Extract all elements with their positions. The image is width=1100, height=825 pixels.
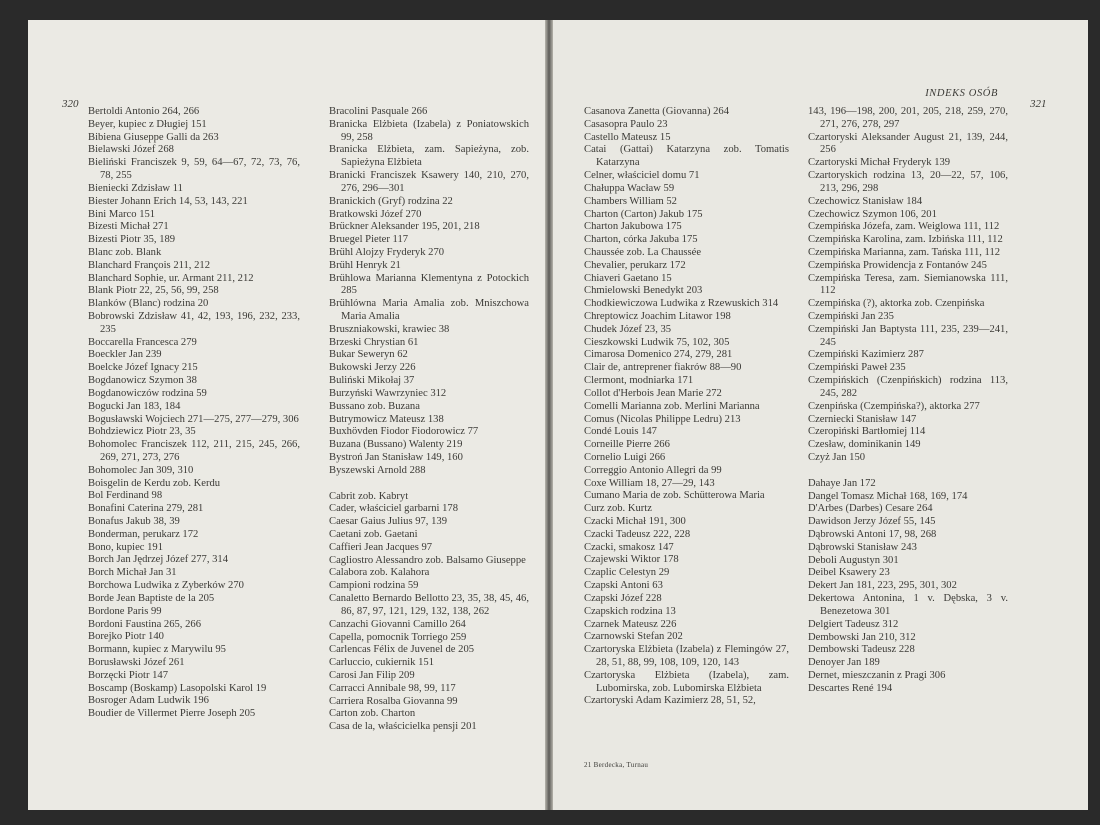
index-entry: Czempińska Marianna, zam. Tańska 111, 112 [808, 246, 1001, 258]
index-column-right-2 [808, 106, 1008, 696]
index-entry: Carracci Annibale 98, 99, 117 [329, 682, 456, 694]
index-entry: Czesław, dominikanin 149 [808, 439, 921, 451]
index-entry: Bukowski Jerzy 226 [329, 362, 416, 374]
index-entry: Denoyer Jan 189 [808, 657, 880, 669]
index-entry: Dahaye Jan 172 [808, 477, 876, 489]
index-entry: Chaussée zob. La Chaussée [584, 246, 702, 258]
index-entry: Carosi Jan Filip 209 [329, 669, 415, 681]
index-entry: Caffieri Jean Jacques 97 [329, 541, 433, 553]
index-entry: Czarnowski Stefan 202 [584, 631, 683, 643]
index-entry: Bukar Seweryn 62 [329, 349, 408, 361]
index-entry: Czeropiński Bartłomiej 114 [808, 426, 926, 438]
index-entry: Blanchard Sophie, ur. Armant 211, 212 [88, 272, 254, 284]
index-group-b [329, 106, 529, 478]
right-page [553, 20, 1088, 810]
index-entry: Bono, kupiec 191 [88, 541, 164, 553]
index-entry: Branicka Elżbieta (Izabela) z Poniatowskich 99, 258 [329, 118, 529, 143]
index-entry: Czyż Jan 150 [808, 451, 866, 463]
index-entry: Blanchard François 211, 212 [88, 259, 210, 271]
index-entry: Dernet, mieszczanin z Pragi 306 [808, 669, 946, 681]
index-entry: Coxe William 18, 27—29, 143 [584, 477, 715, 489]
index-entry: Czempińskich (Czenpińskich) rodzina 113, 245, 282 [808, 375, 1008, 399]
index-entry: Bogdanowicz Szymon 38 [88, 375, 197, 387]
index-entry: Bol Ferdinand 98 [88, 490, 163, 502]
index-entry: Borusławski Józef 261 [88, 656, 185, 668]
index-entry: Czempińska (?), aktorka zob. Czenpińska [808, 298, 985, 310]
index-entry: Branicka Elżbieta, zam. Sapieżyna, zob. Sapieżyna Elżbieta [329, 144, 529, 169]
index-entry: Carriera Rosalba Giovanna 99 [329, 695, 458, 707]
index-entry: Bonafus Jakub 38, 39 [88, 516, 180, 527]
index-entry: Carton zob. Charton [329, 708, 416, 720]
index-entry: Clair de, antreprener fiakrów 88—90 [584, 362, 742, 374]
index-entry: Carluccio, cukiernik 151 [329, 657, 435, 669]
index-entry: Branickich (Gryf) rodzina 22 [329, 195, 453, 207]
index-entry: Condé Louis 147 [584, 426, 657, 438]
index-entry: Chodkiewiczowa Ludwika z Rzewuskich 314 [584, 298, 779, 310]
index-entry: Byszewski Arnold 288 [329, 464, 426, 476]
index-entry: Canzachi Giovanni Camillo 264 [329, 618, 466, 630]
index-entry: D'Arbes (Darbes) Cesare 264 [808, 503, 933, 515]
index-group-c-continued [808, 106, 1008, 465]
index-column-left-1 [88, 106, 300, 721]
index-entry: Czartoryski Adam Kazimierz 28, 51, 52, [584, 695, 756, 707]
index-entry: Bieniecki Zdzisław 11 [88, 182, 183, 194]
index-entry: Bonafini Caterina 279, 281 [88, 503, 204, 515]
index-entry: Dangel Tomasz Michał 168, 169, 174 [808, 490, 968, 502]
index-entry: Chevalier, perukarz 172 [584, 259, 686, 271]
index-entry: Canaletto Bernardo Bellotto 23, 35, 38, 45, 46, 86, 87, 97, 121, 129, 132, 138, 262 [329, 593, 529, 617]
index-entry: Casasopra Paulo 23 [584, 118, 668, 130]
index-entry: Bertoldi Antonio 264, 266 [88, 106, 200, 117]
left-page [28, 20, 545, 810]
index-entry: Bruegel Pieter 117 [329, 234, 409, 246]
index-entry: Castello Mateusz 15 [584, 131, 671, 143]
index-entry: Czempiński Kazimierz 287 [808, 349, 924, 361]
signature-mark: 21 Berdecka, Turnau [584, 761, 649, 769]
index-entry: Borde Jean Baptiste de la 205 [88, 592, 215, 604]
index-entry: Buxhövden Fiodor Fiodorowicz 77 [329, 426, 479, 438]
index-entry: Czempińska Prowidencja z Fontanów 245 [808, 259, 987, 271]
index-entry: Capella, pomocnik Torriego 259 [329, 631, 467, 643]
index-entry: Bobrowski Zdzisław 41, 42, 193, 196, 232, 233, 235 [88, 311, 300, 335]
index-entry: Bystroń Jan Stanisław 149, 160 [329, 451, 463, 463]
index-entry: Biester Johann Erich 14, 53, 143, 221 [88, 195, 248, 207]
index-entry: Czechowicz Szymon 106, 201 [808, 208, 937, 220]
index-entry: Charton (Carton) Jakub 175 [584, 208, 703, 220]
index-entry: Bizesti Michał 271 [88, 221, 169, 233]
book-gutter [545, 20, 553, 810]
index-group-c [329, 491, 529, 734]
index-entry: Czartoryska Elżbieta (Izabela) z Flemingów 27, 28, 51, 88, 99, 108, 109, 120, 143 [584, 644, 789, 668]
index-entry: Correggio Antonio Allegri da 99 [584, 464, 722, 476]
index-entry: Czempiński Paweł 235 [808, 362, 906, 374]
index-entry: Beyer, kupiec z Długiej 151 [88, 118, 207, 130]
index-entry: Brühl Henryk 21 [329, 259, 401, 271]
index-entry: Casanova Zanetta (Giovanna) 264 [584, 106, 730, 117]
index-entry: Czarnek Mateusz 226 [584, 618, 677, 630]
index-entry: Collot d'Herbois Jean Marie 272 [584, 387, 722, 399]
index-entry: Borchowa Ludwika z Zyberków 270 [88, 580, 244, 592]
index-entry: Bogusławski Wojciech 271—275, 277—279, 306 [88, 413, 299, 425]
index-entry: Bracolini Pasquale 266 [329, 106, 428, 117]
index-entry: Deboli Augustyn 301 [808, 554, 899, 566]
page-number-right: 321 [1030, 98, 1047, 110]
index-entry: Czempińska Józefa, zam. Weiglowa 111, 112 [808, 221, 1000, 233]
index-entry: Cieszkowski Ludwik 75, 102, 305 [584, 336, 730, 348]
index-entry: Czapskich rodzina 13 [584, 605, 676, 617]
index-entry: Czempiński Jan 235 [808, 311, 894, 322]
index-entry: Bohomolec Franciszek 112, 211, 215, 245, 266, 269, 271, 273, 276 [88, 439, 300, 463]
index-entry: Chmielowski Benedykt 203 [584, 285, 703, 297]
index-entry: Bussano zob. Buzana [329, 400, 420, 412]
index-entry: Czerniecki Stanisław 147 [808, 413, 917, 425]
index-entry: Clermont, modniarka 171 [584, 375, 694, 387]
index-entry: Bogdanowiczów rodzina 59 [88, 387, 207, 399]
index-entry: Dąbrowski Antoni 17, 98, 268 [808, 529, 937, 540]
index-entry: Brühlówna Maria Amalia zob. Mniszchowa Maria Amalia [329, 298, 529, 322]
index-entry: Blank Piotr 22, 25, 56, 99, 258 [88, 285, 219, 297]
index-entry: Chudek Józef 23, 35 [584, 323, 672, 335]
index-entry: Boelcke Józef Ignacy 215 [88, 362, 198, 374]
index-entry: Bratkowski Józef 270 [329, 208, 422, 220]
index-entry: Czechowicz Stanisław 184 [808, 195, 923, 207]
index-entry: Cabrit zob. Kabryt [329, 490, 409, 502]
index-entry: Chiaveri Gaetano 15 [584, 272, 672, 284]
index-entry: Bordoni Faustina 265, 266 [88, 618, 201, 630]
group-separator [329, 478, 529, 491]
index-entry: Brühl Alojzy Fryderyk 270 [329, 246, 445, 258]
index-entry: Buliński Mikołaj 37 [329, 375, 415, 387]
index-entry: Brückner Aleksander 195, 201, 218 [329, 221, 480, 233]
index-entry: Descartes René 194 [808, 682, 893, 694]
index-entry: Dekert Jan 181, 223, 295, 301, 302 [808, 580, 957, 592]
index-entry: Bohdziewicz Piotr 23, 35 [88, 426, 196, 438]
index-entry: Campioni rodzina 59 [329, 580, 419, 592]
index-entry: Czartoryskich rodzina 13, 20—22, 57, 106, 213, 296, 298 [808, 170, 1008, 194]
index-entry: Calabora zob. Kalahora [329, 567, 430, 579]
index-entry: Czapski Antoni 63 [584, 580, 663, 592]
index-entry: Dembowski Jan 210, 312 [808, 631, 916, 643]
index-entry: Bordone Paris 99 [88, 605, 162, 617]
index-entry: Carlencas Félix de Juvenel de 205 [329, 644, 475, 656]
index-entry: Delgiert Tadeusz 312 [808, 618, 899, 630]
index-entry: Borch Jan Jędrzej Józef 277, 314 [88, 554, 229, 566]
index-entry: Czempińska Karolina, zam. Izbińska 111, 112 [808, 234, 1003, 246]
group-separator [808, 465, 1008, 478]
index-entry: Cornelio Luigi 266 [584, 451, 666, 463]
index-entry: Cimarosa Domenico 274, 279, 281 [584, 349, 733, 361]
index-entry: Boudier de Villermet Pierre Joseph 205 [88, 708, 256, 720]
index-entry: Boccarella Francesca 279 [88, 336, 197, 348]
index-group-d [808, 478, 1008, 696]
running-header: INDEKS OSÓB [925, 88, 998, 99]
index-entry: Czapski Józef 228 [584, 592, 662, 604]
index-entry: Curz zob. Kurtz [584, 503, 652, 515]
index-entry: Bonderman, perukarz 172 [88, 528, 199, 540]
index-entry: Bormann, kupiec z Marywilu 95 [88, 644, 226, 656]
index-entry: Chałuppa Wacław 59 [584, 182, 675, 194]
index-column-right-1 [584, 106, 789, 708]
index-entry: Charton Jakubowa 175 [584, 221, 682, 233]
index-entry: Bruszniakowski, krawiec 38 [329, 323, 450, 335]
index-entry: Bibiena Giuseppe Galli da 263 [88, 131, 219, 143]
index-entry: Czacki Michał 191, 300 [584, 516, 686, 527]
index-entry: Blanc zob. Blank [88, 246, 162, 258]
index-entry: Bieliński Franciszek 9, 59, 64—67, 72, 73, 76, 78, 255 [88, 157, 300, 182]
index-entry: Casa de la, właścicielka pensji 201 [329, 721, 477, 733]
index-entry: Bizesti Piotr 35, 189 [88, 234, 176, 246]
index-entry: Czempińska Teresa, zam. Siemianowska 111, 112 [808, 272, 1008, 297]
index-column-left-2 [329, 106, 529, 734]
index-entry: Dembowski Tadeusz 228 [808, 644, 915, 656]
index-entry: Borzęcki Piotr 147 [88, 669, 169, 681]
index-entry: Bini Marco 151 [88, 208, 156, 220]
index-entry: Branicki Franciszek Ksawery 140, 210, 270, 276, 296—301 [329, 170, 529, 194]
index-entry: Czajewski Wiktor 178 [584, 554, 679, 566]
index-entry: Chreptowicz Joachim Litawor 198 [584, 311, 731, 322]
index-entry: Charton, córka Jakuba 175 [584, 234, 698, 246]
index-entry: Celner, właściciel domu 71 [584, 170, 700, 182]
index-entry: Deibel Ksawery 23 [808, 567, 890, 579]
index-entry: Czenpińska (Czempińska?), aktorka 277 [808, 400, 980, 412]
page-number-left: 320 [62, 98, 79, 110]
index-entry: Burzyński Wawrzyniec 312 [329, 387, 447, 399]
index-entry: Boeckler Jan 239 [88, 349, 162, 361]
index-entry: Comus (Nicolas Philippe Ledru) 213 [584, 413, 741, 425]
index-entry: Czacki, smakosz 147 [584, 541, 674, 553]
index-entry: Blanków (Blanc) rodzina 20 [88, 298, 209, 310]
index-entry: Brühlowa Marianna Klementyna z Potockich 285 [329, 272, 529, 297]
index-entry: Chambers William 52 [584, 195, 677, 207]
index-entry: Dekertowa Antonina, 1 v. Dębska, 3 v. Benezetowa 301 [808, 593, 1008, 617]
index-entry: 143, 196—198, 200, 201, 205, 218, 259, 270, 271, 276, 278, 297 [808, 106, 1008, 130]
index-entry: Czaplic Celestyn 29 [584, 567, 670, 579]
index-entry: Bohomolec Jan 309, 310 [88, 464, 194, 476]
index-entry: Dawidson Jerzy Józef 55, 145 [808, 516, 936, 528]
index-entry: Cagliostro Alessandro zob. Balsamo Giuseppe [329, 554, 526, 566]
index-entry: Dąbrowski Stanisław 243 [808, 541, 917, 553]
index-entry: Comelli Marianna zob. Merlini Marianna [584, 400, 760, 412]
index-entry: Borejko Piotr 140 [88, 631, 164, 643]
index-entry: Czempiński Jan Baptysta 111, 235, 239—241, 245 [808, 323, 1008, 348]
index-entry: Czartoryska Elżbieta (Izabela), zam. Lubomirska, zob. Lubomirska Elżbieta [584, 669, 789, 694]
index-entry: Caetani zob. Gaetani [329, 529, 418, 540]
index-entry: Cader, właściciel garbarni 178 [329, 503, 459, 515]
index-entry: Buzana (Bussano) Walenty 219 [329, 439, 463, 451]
index-entry: Corneille Pierre 266 [584, 439, 670, 451]
index-entry: Boscamp (Boskamp) Lasopolski Karol 19 [88, 682, 267, 694]
index-entry: Czartoryski Michał Fryderyk 139 [808, 157, 951, 169]
index-entry: Bielawski Józef 268 [88, 144, 174, 156]
index-entry: Boisgelin de Kerdu zob. Kerdu [88, 477, 221, 489]
index-entry: Brzeski Chrystian 61 [329, 336, 419, 348]
index-entry: Caesar Gaius Julius 97, 139 [329, 516, 447, 528]
index-entry: Czartoryski Aleksander August 21, 139, 244, 256 [808, 131, 1008, 156]
index-entry: Borch Michał Jan 31 [88, 567, 177, 579]
index-entry: Bosroger Adam Ludwik 196 [88, 695, 209, 707]
index-entry: Bogucki Jan 183, 184 [88, 400, 181, 412]
index-entry: Cumano Maria de zob. Schütterowa Maria [584, 490, 765, 502]
index-entry: Czacki Tadeusz 222, 228 [584, 528, 691, 540]
index-entry: Catai (Gattai) Katarzyna zob. Tomatis Katarzyna [584, 144, 789, 169]
index-entry: Butrymowicz Mateusz 138 [329, 413, 444, 425]
